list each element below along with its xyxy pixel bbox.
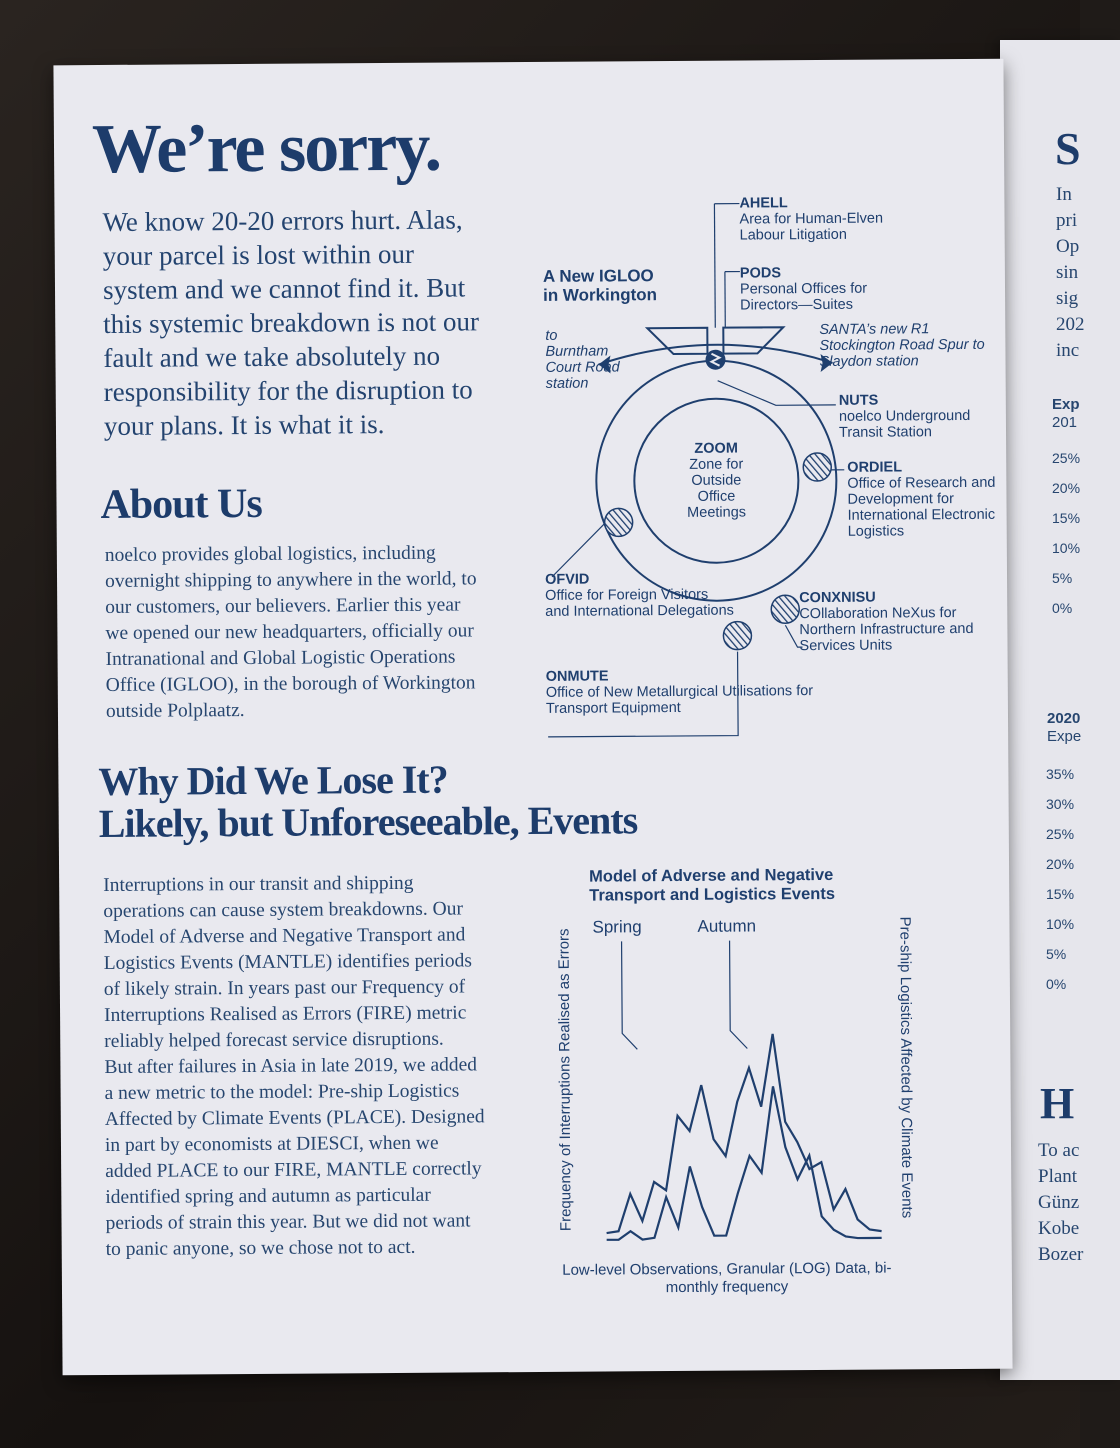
next-page-line-2: Op bbox=[1056, 236, 1080, 257]
series-line-fire bbox=[605, 1033, 881, 1233]
page-title: We’re sorry. bbox=[91, 108, 441, 189]
why-line: Affected by Climate Events (PLACE). Designed bbox=[104, 1106, 485, 1130]
lead-line: fault and we take absolutely no bbox=[103, 340, 441, 373]
next-page-title: S bbox=[1055, 123, 1081, 174]
why-line: Logistics Events (MANTLE) identifies periods bbox=[103, 950, 473, 975]
chart-ylabel-right: Pre-ship Logistics Affected by Climate Events bbox=[896, 916, 916, 1219]
series-line-place bbox=[606, 1086, 882, 1240]
next-page-bottom-line-3: Kobe bbox=[1038, 1218, 1080, 1239]
next-page-line-5: 202 bbox=[1056, 314, 1085, 335]
why-line: of likely strain. In years past our Frequency of bbox=[103, 976, 466, 1001]
next-chart1-title-1: Exp bbox=[1052, 396, 1080, 413]
about-line: noelco provides global logistics, including bbox=[104, 542, 436, 566]
ahell-leader bbox=[714, 204, 715, 328]
why-heading bbox=[98, 757, 637, 845]
why-line: in part by economists at DIESCI, when we bbox=[104, 1132, 439, 1156]
chart-ylabel: Frequency of Interruptions Realised as Errors bbox=[555, 928, 575, 1232]
next-chart1-tick-5: 0% bbox=[1052, 600, 1073, 616]
about-line: overnight shipping to anywhere in the world, to bbox=[104, 568, 477, 592]
next-chart2-tick-1: 30% bbox=[1046, 796, 1075, 812]
about-line: we opened our new headquarters, officially our bbox=[105, 620, 474, 644]
brochure-page bbox=[53, 59, 1012, 1376]
about-heading: About Us bbox=[100, 480, 262, 529]
conxnisu-code: CONXNISU bbox=[799, 589, 876, 607]
next-page-bottom-line-2: Günz bbox=[1038, 1192, 1080, 1213]
why-line: reliably helped forecast service disruptions. bbox=[104, 1028, 444, 1053]
ofvid-desc: Office for Foreign Visitors and International Delegations bbox=[545, 586, 734, 620]
lead-line: this systemic breakdown is not our bbox=[103, 306, 480, 339]
next-chart2-tick-7: 0% bbox=[1046, 976, 1067, 992]
chart-xlabel: Low-level Observations, Granular (LOG) Data, bi-monthly frequency bbox=[562, 1259, 892, 1297]
ordiel-label bbox=[847, 459, 998, 540]
autumn-leader bbox=[730, 941, 748, 1049]
ordiel-desc: Office of Research and Development for International Electronic Logistics bbox=[847, 474, 996, 540]
onmute-marker bbox=[723, 621, 751, 649]
why-line: to panic anyone, so we chose not to act. bbox=[105, 1236, 416, 1260]
why-heading-line1: Why Did We Lose It? bbox=[98, 756, 448, 805]
nuts-label bbox=[839, 392, 999, 441]
next-chart2-title-1: 2020 bbox=[1047, 710, 1081, 727]
next-chart1-tick-3: 10% bbox=[1052, 540, 1081, 556]
pods-code: PODS bbox=[739, 265, 782, 282]
zoom-code: ZOOM bbox=[694, 440, 738, 457]
next-chart1-title-2: 201 bbox=[1052, 414, 1078, 431]
about-line: outside Polplaatz. bbox=[105, 700, 245, 722]
pods-desc: Personal Offices for Directors—Suites bbox=[739, 280, 868, 314]
lead-line: responsibility for the disruption to bbox=[103, 374, 473, 407]
next-chart2-tick-6: 5% bbox=[1046, 946, 1067, 962]
left-station-label: to Burntham Court Road station bbox=[545, 327, 620, 392]
zoom-label bbox=[676, 440, 757, 521]
next-chart2-title-2: Expe bbox=[1047, 728, 1082, 745]
ofvid-marker bbox=[605, 508, 633, 536]
onmute-code: ONMUTE bbox=[545, 668, 609, 685]
why-line: operations can cause system breakdowns. Our bbox=[103, 898, 463, 923]
conxnisu-desc: COllaboration NeXus for Northern Infrastructure and Services Units bbox=[799, 605, 974, 655]
next-chart1-tick-1: 20% bbox=[1052, 480, 1081, 496]
spring-leader bbox=[622, 941, 638, 1049]
about-line: our customers, our believers. Earlier this year bbox=[105, 594, 461, 618]
ordiel-code: ORDIEL bbox=[847, 459, 903, 476]
nuts-code: NUTS bbox=[838, 392, 879, 409]
conxnisu-marker bbox=[771, 595, 799, 623]
right-station-label: SANTA’s new R1 Stockington Road Spur to Slaydon station bbox=[819, 321, 985, 370]
pods-label bbox=[740, 264, 900, 313]
next-chart1-tick-0: 25% bbox=[1052, 450, 1081, 466]
annotation-autumn: Autumn bbox=[697, 916, 757, 936]
why-line: Interruptions Realised as Errors (FIRE) metric bbox=[104, 1002, 467, 1027]
next-page bbox=[1000, 40, 1120, 1380]
ahell-label bbox=[739, 194, 909, 243]
next-page-bottom-line-1: Plant bbox=[1038, 1166, 1078, 1187]
chart-title: Model of Adverse and Negative Transport and Logistics Events bbox=[589, 865, 836, 905]
conxnisu-label bbox=[799, 589, 979, 654]
next-page-bottom-line-4: Bozer bbox=[1038, 1244, 1084, 1265]
why-line: added PLACE to our FIRE, MANTLE correctly bbox=[105, 1158, 482, 1182]
next-chart1-tick-4: 5% bbox=[1052, 570, 1073, 586]
lead-line: We know 20-20 errors hurt. Alas, bbox=[102, 204, 463, 237]
why-line: Interruptions in our transit and shipping bbox=[103, 872, 414, 897]
lead-line: your plans. It is what it is. bbox=[103, 409, 385, 441]
why-line: a new metric to the model: Pre-ship Logistics bbox=[104, 1080, 460, 1104]
next-chart1-tick-2: 15% bbox=[1052, 510, 1081, 526]
next-chart2-tick-3: 20% bbox=[1046, 856, 1075, 872]
next-chart2-tick-5: 10% bbox=[1046, 916, 1075, 932]
next-page-heading: H bbox=[1040, 1079, 1075, 1128]
about-paragraph bbox=[105, 540, 546, 725]
next-page-bottom-line-0: To ac bbox=[1038, 1140, 1080, 1161]
why-line: But after failures in Asia in late 2019, we added bbox=[104, 1054, 478, 1079]
zoom-desc: Zone for Outside Office Meetings bbox=[687, 456, 747, 521]
next-chart2-tick-0: 35% bbox=[1046, 766, 1075, 782]
why-line: identified spring and autumn as particular bbox=[105, 1184, 431, 1208]
onmute-label bbox=[546, 667, 816, 717]
why-heading-line2: Likely, but Unforeseeable, Events bbox=[98, 797, 638, 847]
ahell-code: AHELL bbox=[739, 195, 788, 212]
mantle-chart bbox=[599, 930, 891, 1252]
ahell-desc: Area for Human-Elven Labour Litigation bbox=[739, 210, 884, 244]
next-page-line-6: inc bbox=[1056, 340, 1080, 361]
about-line: Office (IGLOO), in the borough of Workington bbox=[105, 672, 476, 696]
next-page-line-4: sig bbox=[1056, 288, 1079, 309]
onmute-desc: Office of New Metallurgical Utilisations for Transport Equipment bbox=[545, 683, 814, 717]
lead-paragraph bbox=[102, 202, 544, 443]
diagram-title: A New IGLOO in Workington bbox=[542, 266, 658, 305]
lead-line: your parcel is lost within our bbox=[102, 238, 415, 271]
next-chart2-tick-2: 25% bbox=[1046, 826, 1075, 842]
ordiel-marker bbox=[803, 453, 831, 481]
lead-line: system and we cannot find it. But bbox=[102, 272, 466, 305]
next-page-line-3: sin bbox=[1056, 262, 1079, 283]
next-chart2-tick-4: 15% bbox=[1046, 886, 1075, 902]
nuts-desc: noelco Underground Transit Station bbox=[838, 407, 971, 441]
annotation-spring: Spring bbox=[592, 917, 642, 937]
ofvid-label bbox=[545, 571, 735, 620]
next-page-line-1: pri bbox=[1056, 210, 1078, 231]
why-line: Model of Adverse and Negative Transport and bbox=[103, 924, 466, 949]
next-page-line-0: In bbox=[1056, 184, 1072, 205]
ofvid-code: OFVID bbox=[544, 571, 590, 588]
why-line: periods of strain this year. But we did not want bbox=[105, 1210, 471, 1234]
why-paragraph bbox=[103, 870, 546, 1263]
about-line: Intranational and Global Logistic Operations bbox=[105, 646, 456, 670]
